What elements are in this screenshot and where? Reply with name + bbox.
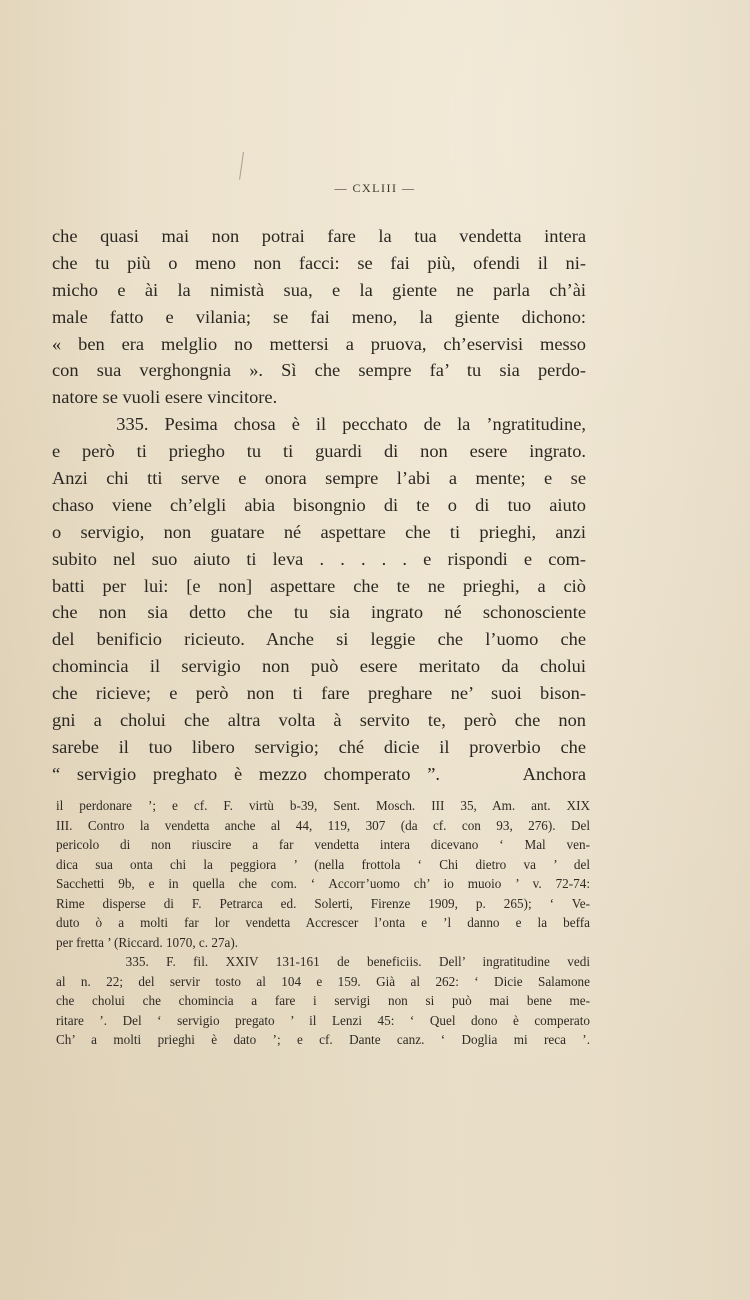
text-line: Anzi chi tti serve e onora sempre l’abi a mente; e se [52,468,586,489]
text-line: o servigio, non guatare né aspettare che ti prieghi, anzi [52,521,586,542]
note-line: Ch’ a molti prieghi è dato ’; e cf. Dante canz. ‘ Doglia mi reca ’. [56,1032,590,1047]
note-line: il perdonare ’; e cf. F. virtù b-39, Sent. Mosch. III 35, Am. ant. XIX [56,798,590,813]
text-line: con sua verghongnia ». Sì che sempre fa’ tu sia perdo- [52,360,586,381]
text-line: chaso viene ch’elgli abia bisongnio di te o di tuo aiuto [52,494,586,515]
text-line: micho e ài la nimistà sua, e la giente ne parla ch’ài [52,279,586,300]
note-line: che cholui che chomincia a fare i servigi non si può mai bene me- [56,993,590,1008]
page-header: — CXLIII — [334,181,416,195]
note-line: dica sua onta chi la peggiora ’ (nella frottola ‘ Chi dietro va ’ del [56,856,590,872]
main-text [52,223,586,788]
text-line: e però ti priegho tu ti guardi di non esere ingrato. [52,441,586,462]
note-line: Sacchetti 9b, e in quella che com. ‘ Accorr’uomo ch’ io muoio ’ v. 72-74: [56,876,590,891]
text-line: che quasi mai non potrai fare la tua vendetta intera [52,226,586,246]
text-line: che tu più o meno non facci: se fai più, ofendi il ni- [52,252,586,273]
note-line: per fretta ’ (Riccard. 1070, c. 27a). [56,934,239,950]
note-line: al n. 22; del servir tosto al 104 e 159. Già al 262: ‘ Dicie Salamone [56,973,590,989]
text-line: male fatto e vilania; se fai meno, la giente dichono: [52,306,586,327]
text-line: subito nel suo aiuto ti leva . . . . . e rispondi e com- [52,548,586,569]
note-line: pericolo di non riuscire a far vendetta intera dicevano ‘ Mal ven- [56,837,590,852]
text-line: gni a cholui che altra volta à servito te, però che non [52,710,586,731]
text-line: che non sia detto che tu sia ingrato né schonosciente [52,602,586,623]
text-line: natore se vuoli esere vincitore. [52,387,278,408]
text-line: sarebe il tuo libero servigio; ché dicie il proverbio che [52,736,586,757]
pencil-mark [239,152,246,180]
text-line: « ben era melglio no mettersi a pruova, ch’eservisi messo [52,333,586,354]
note-line: Rime disperse di F. Petrarca ed. Solerti, Firenze 1909, p. 265); ‘ Ve- [56,895,590,911]
note-line: ritare ’. Del ‘ servigio pregato ’ il Lenzi 45: ‘ Quel dono è comperato [56,1012,590,1028]
text-line: 335. Pesima chosa è il pecchato de la ’ngratitudine, [52,414,586,435]
text-line: del benificio ricieuto. Anche si leggie che l’uomo che [52,629,586,650]
note-line: duto ò a molti far lor vendetta Accrescer l’onta e ’l danno e la beffa [56,915,590,930]
text-line: che ricieve; e però non ti fare preghare ne’ suoi bison- [52,683,586,704]
text-line: batti per lui: [e non] aspettare che te ne prieghi, a ciò [52,575,586,596]
text-line: “ servigio preghato è mezzo chomperato ”. Anchora [52,763,586,784]
note-line: III. Contro la vendetta anche al 44, 119, 307 (da cf. con 93, 276). Del [56,817,590,833]
footnotes [56,796,590,1050]
note-line: 335. F. fil. XXIV 131-161 de beneficiis. Dell’ ingratitudine vedi [56,954,590,969]
text-line: chomincia il servigio non può esere meritato da cholui [52,656,586,677]
